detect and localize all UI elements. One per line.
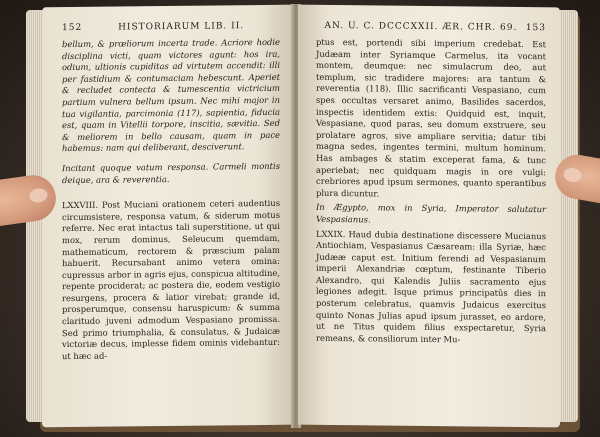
left-paragraph: LXXVIII. Post Muciani orationem ceteri audentius circumsistere, responsa vatum, & siderum motus referre. Nec erat intactus tali superstitione, ut qui mox, rerum dominus, Seleucum quemdam, mathematicum, rectorem & præscium palam habuerit. Recursabant animo vetera omina: cupressus arbor in agris ejus, conspicua altitudine, repente prociderat; ac postera die, eodem vestigio resurgens, procera & latior virebat; grande id, prosperumque, consensu haruspicum: & summa claritudo juveni admodum Vespasiano promissa. Sed primo triumphalia, & consulatus, & Judaicæ victoriæ decus, implesse fidem ominis videbantur: ut hæc ad- <box>62 197 280 361</box>
right-text-block <box>316 37 546 347</box>
left-paragraph: bellum, & prœliorum incerta trade. Acriore hodie disciplina victi, quam victores agunt: hos ira, odium, ultionis cupiditas ad virtutem accendit: illi per fastidium & contumaciam hebescunt. Aperiet & recludet contecta & tumescentia victricium partium vulnera bellum ipsum. Nec mihi major in tua vigilantia, parcimonia (117), sapientia, fiducia est, quam in Vitellii torpore, inscitia, sævitia. Sed & meliorem in bello causam, quam in pace habemus: nam qui deliberant, desciverunt. <box>62 36 280 154</box>
page-edges-right <box>560 10 578 422</box>
right-paragraph: ptus est, portendi sibi imperium credebat. Est Judæam inter Syriamque Carmelus, ita vocant montem, deumque: nec simulacrum deo, aut templum, sic tradidere majores: ara tantum & reverentia (118). Illic sacrificanti Vespasiano, cum spes occultas versaret animo, Basilides sacerdos, inspectis identidem extis: Quidquid est, inquit, Vespasiane, quod paras, seu domum exstruere, seu prolatare agros, sive ampliare servitia; datur tibi magna sedes, ingentes termini, multum hominum. Has ambages & statim exceperat fama, & tunc aperiebat; nec quidquam magis in ore vulgi: crebriores apud ipsum sermones, quanto sperantibus plura dicuntur. <box>316 36 546 199</box>
right-page-number: 153 <box>525 23 546 34</box>
left-paragraph: Incitant quoque vatum responsa. Carmeli montis deique, ara & reverentia. <box>62 160 280 185</box>
left-text-block <box>62 37 280 363</box>
left-header <box>62 21 280 33</box>
left-running-head: HISTORIARUM LIB. II. <box>118 21 245 33</box>
right-header <box>316 21 546 33</box>
right-running-head: AN. U. C. DCCCXXII. ÆR. CHR. 69. <box>324 20 518 33</box>
right-section-heading: In Ægypto, mox in Syria, Imperator salutatur Vespasianus. <box>316 202 546 225</box>
right-page <box>298 5 560 428</box>
right-paragraph: LXXIX. Haud dubia destinatione discessere Mucianus Antiochiam, Vespasianus Cæsaream: illa Syriæ, hæc Judææ caput est. Initium ferendi ad Vespasianum imperii Alexandriæ cœptum, festinante Tiberio Alexandro, qui Kalendis Juliis sacramento ejus legiones adegit. Isque primus principatûs dies in posterum celebratus, quamvis Judaicus exercitus quinto Nonas Julias apud ipsum jurasset, eo ardore, ut ne Titus quidem filius exspectaretur, Syria remeans, & consiliorum inter Mu- <box>316 228 546 345</box>
left-page-number: 152 <box>62 22 83 34</box>
left-page <box>42 5 294 428</box>
